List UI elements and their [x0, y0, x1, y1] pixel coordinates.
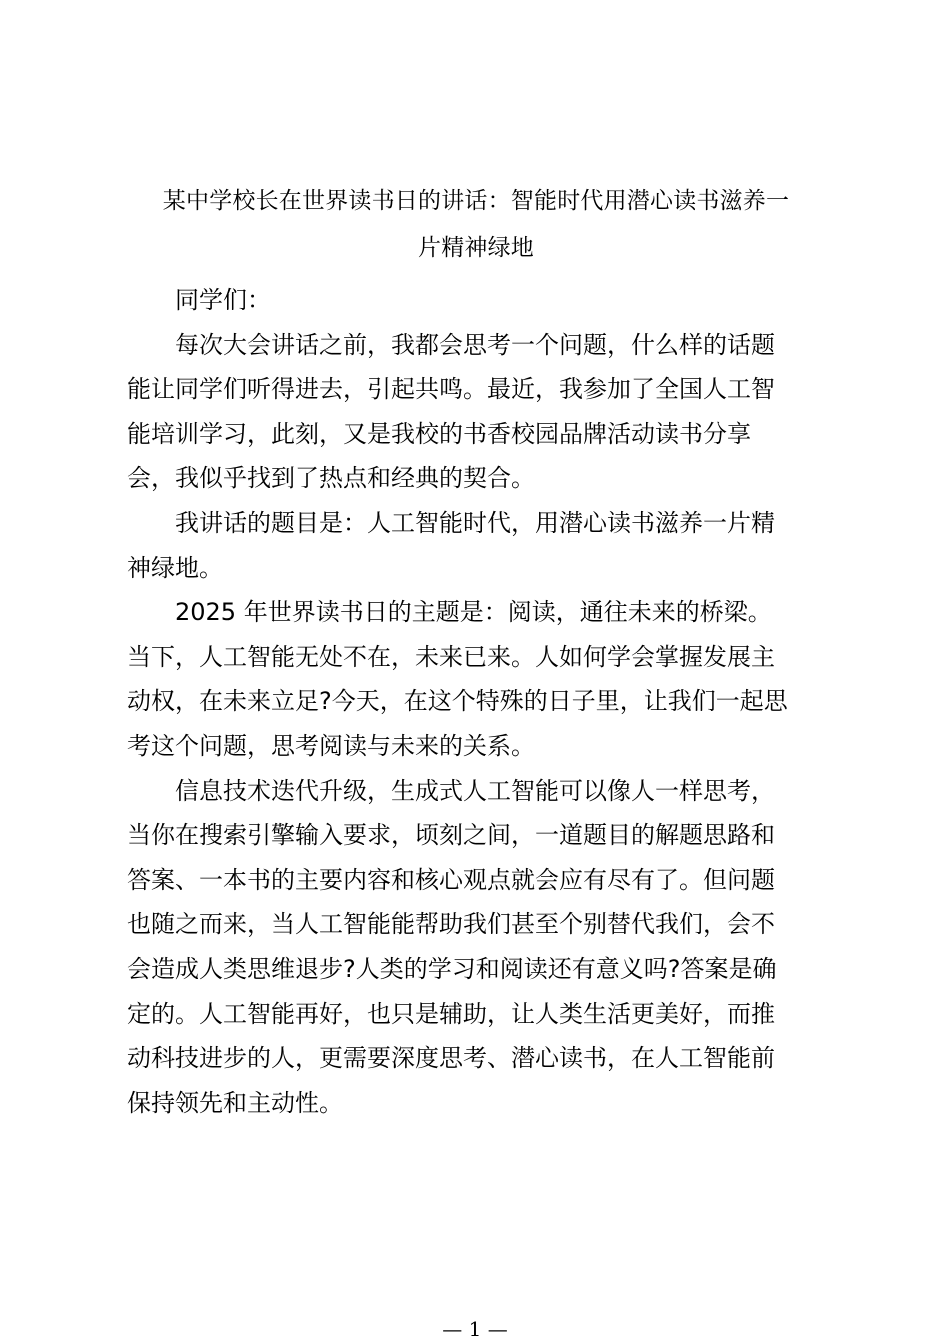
- paragraph-line: 当下，人工智能无处不在，未来已来。人如何学会掌握发展主: [127, 642, 775, 671]
- paragraph-line: 当你在搜索引擎输入要求，顷刻之间，一道题目的解题思路和: [127, 821, 775, 850]
- paragraph-line: 信息技术迭代升级，生成式人工智能可以像人一样思考，: [175, 776, 775, 805]
- paragraph-line: 保持领先和主动性。: [127, 1088, 343, 1117]
- page-number: — 1 —: [442, 1317, 508, 1341]
- paragraph-line: 同学们：: [175, 286, 271, 314]
- paragraph-line: 会，我似乎找到了热点和经典的契合。: [127, 464, 535, 493]
- title-line: 某中学校长在世界读书日的讲话：智能时代用潜心读书滋养一: [162, 188, 790, 214]
- paragraph-line: 每次大会讲话之前，我都会思考一个问题，什么样的话题: [175, 330, 775, 359]
- title-line: 片精神绿地: [418, 235, 534, 261]
- paragraph-line: 考这个问题，思考阅读与未来的关系。: [127, 731, 535, 760]
- paragraph-line: 也随之而来，当人工智能能帮助我们甚至个别替代我们，会不: [127, 910, 775, 939]
- paragraph: [127, 323, 833, 501]
- paragraph: [127, 590, 833, 768]
- paragraph: [127, 501, 833, 590]
- paragraph-greeting: [127, 278, 833, 323]
- paragraph-line: 定的。人工智能再好，也只是辅助，让人类生活更美好，而推: [127, 999, 775, 1028]
- paragraph-line: 能培训学习，此刻，又是我校的书香校园品牌活动读书分享: [127, 419, 751, 448]
- paragraph-line: 2025 年世界读书日的主题是：阅读，通往未来的桥梁。: [175, 598, 772, 627]
- document-title: [118, 178, 834, 272]
- paragraph-line: 我讲话的题目是：人工智能时代，用潜心读书滋养一片精: [175, 508, 775, 537]
- paragraph-line: 神绿地。: [127, 553, 223, 582]
- paragraph-line: 能让同学们听得进去，引起共鸣。最近，我参加了全国人工智: [127, 375, 775, 404]
- document-body: [127, 278, 833, 1125]
- paragraph-line: 动权，在未来立足?今天，在这个特殊的日子里，让我们一起思: [127, 687, 788, 716]
- paragraph-line: 动科技进步的人，更需要深度思考、潜心读书，在人工智能前: [127, 1044, 775, 1073]
- paragraph-line: 会造成人类思维退步?人类的学习和阅读还有意义吗?答案是确: [127, 954, 777, 983]
- paragraph: [127, 769, 833, 1126]
- paragraph-line: 答案、一本书的主要内容和核心观点就会应有尽有了。但问题: [127, 865, 775, 894]
